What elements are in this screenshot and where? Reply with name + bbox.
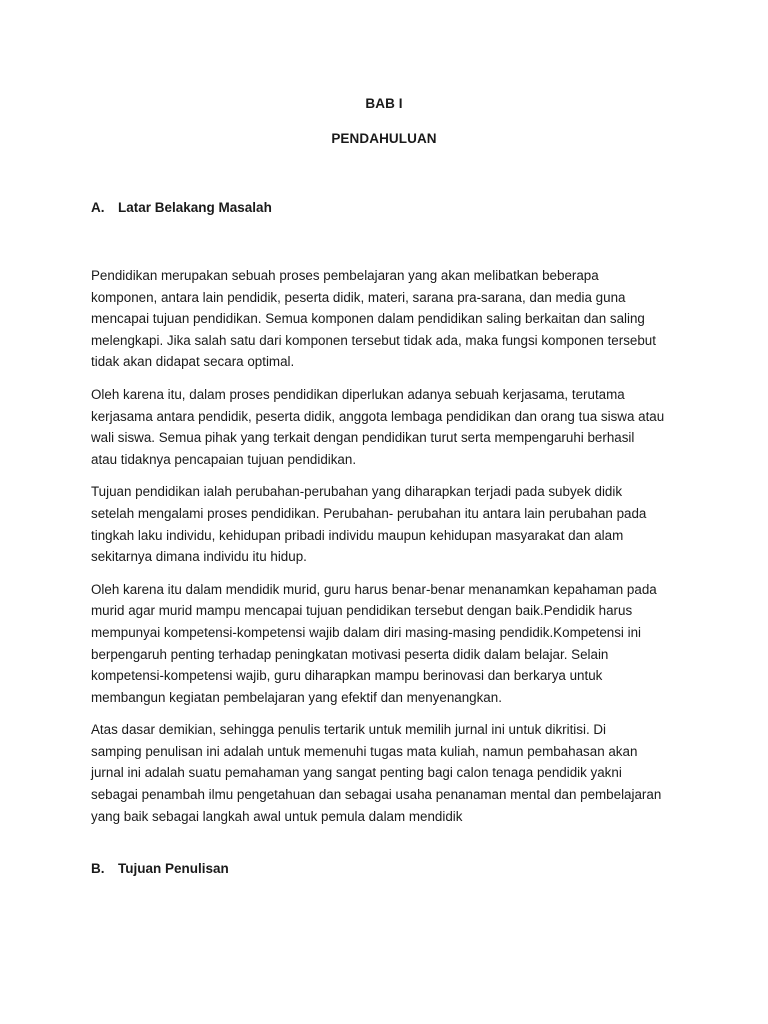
- paragraph-line: samping penulisan ini adalah untuk memenuhi tugas mata kuliah, namun pembahasan akan: [91, 743, 638, 759]
- paragraph-line: jurnal ini adalah suatu pemahaman yang sangat penting bagi calon tenaga pendidik yakni: [91, 765, 622, 781]
- paragraph-line: melengkapi. Jika salah satu dari komponen tersebut tidak ada, maka fungsi komponen tersebut: [91, 332, 656, 348]
- paragraph-1: [91, 265, 691, 373]
- section-b-title: Tujuan Penulisan: [118, 861, 229, 876]
- paragraph-line: Atas dasar demikian, sehingga penulis tertarik untuk memilih jurnal ini untuk dikritisi. Di: [91, 722, 607, 738]
- paragraph-2: [91, 384, 691, 470]
- paragraph-line: Tujuan pendidikan ialah perubahan-perubahan yang diharapkan terjadi pada subyek didik: [91, 484, 623, 500]
- body-text: [91, 265, 691, 838]
- paragraph-3: [91, 481, 691, 567]
- paragraph-5: [91, 719, 691, 827]
- paragraph-line: Oleh karena itu dalam mendidik murid, guru harus benar-benar menanamkan kepahaman pada: [91, 581, 657, 597]
- section-b-marker: B.: [91, 861, 105, 876]
- chapter-number: BAB I: [365, 96, 403, 111]
- paragraph-line: atau tidaknya pencapaian tujuan pendidikan.: [91, 451, 357, 467]
- section-a-marker: A.: [91, 200, 105, 215]
- paragraph-line: yang baik sebagai langkah awal untuk pemula dalam mendidik: [91, 808, 463, 824]
- paragraph-line: tidak akan didapat secara optimal.: [91, 354, 295, 370]
- paragraph-4: [91, 579, 691, 709]
- paragraph-line: tingkah laku individu, kehidupan pribadi individu maupun kehidupan masyarakat dan alam: [91, 527, 624, 543]
- paragraph-line: Pendidikan merupakan sebuah proses pembelajaran yang akan melibatkan beberapa: [91, 268, 599, 283]
- paragraph-line: komponen, antara lain pendidik, peserta didik, materi, sarana pra-sarana, dan media guna: [91, 289, 626, 305]
- paragraph-line: sebagai penambah ilmu pengetahuan dan sebagai usaha penanaman mental dan pembelajaran: [91, 787, 662, 803]
- paragraph-line: setelah mengalami proses pendidikan. Perubahan- perubahan itu antara lain perubahan pada: [91, 505, 647, 521]
- paragraph-line: sekitarnya dimana individu itu hidup.: [91, 549, 307, 565]
- section-heading-a: [91, 200, 272, 215]
- paragraph-line: kompetensi-kompetensi wajib, guru diharapkan mampu berinovasi dan berkarya untuk: [91, 668, 603, 684]
- paragraph-line: murid agar murid mampu mencapai tujuan pendidikan tersebut dengan baik.Pendidik harus: [91, 603, 633, 619]
- paragraph-line: berpengaruh penting terhadap peningkatan motivasi peserta didik dalam belajar. Selain: [91, 646, 609, 662]
- paragraph-line: wali siswa. Semua pihak yang terkait dengan pendidikan turut serta mempengaruhi berhasil: [91, 430, 635, 446]
- paragraph-line: Oleh karena itu, dalam proses pendidikan diperlukan adanya sebuah kerjasama, terutama: [91, 386, 625, 402]
- paragraph-line: membangun kegiatan pembelajaran yang efektif dan menyenangkan.: [91, 689, 502, 705]
- section-a-title: Latar Belakang Masalah: [118, 200, 272, 215]
- chapter-title: PENDAHULUAN: [331, 131, 437, 146]
- paragraph-line: mempunyai kompetensi-kompetensi wajib dalam diri masing-masing pendidik.Kompetensi ini: [91, 624, 642, 640]
- paragraph-line: mencapai tujuan pendidikan. Semua komponen dalam pendidikan saling berkaitan dan saling: [91, 311, 645, 327]
- paragraph-line: kerjasama antara pendidik, peserta didik, anggota lembaga pendidikan dan orang tua siswa atau: [91, 408, 665, 424]
- section-heading-b: [91, 861, 229, 876]
